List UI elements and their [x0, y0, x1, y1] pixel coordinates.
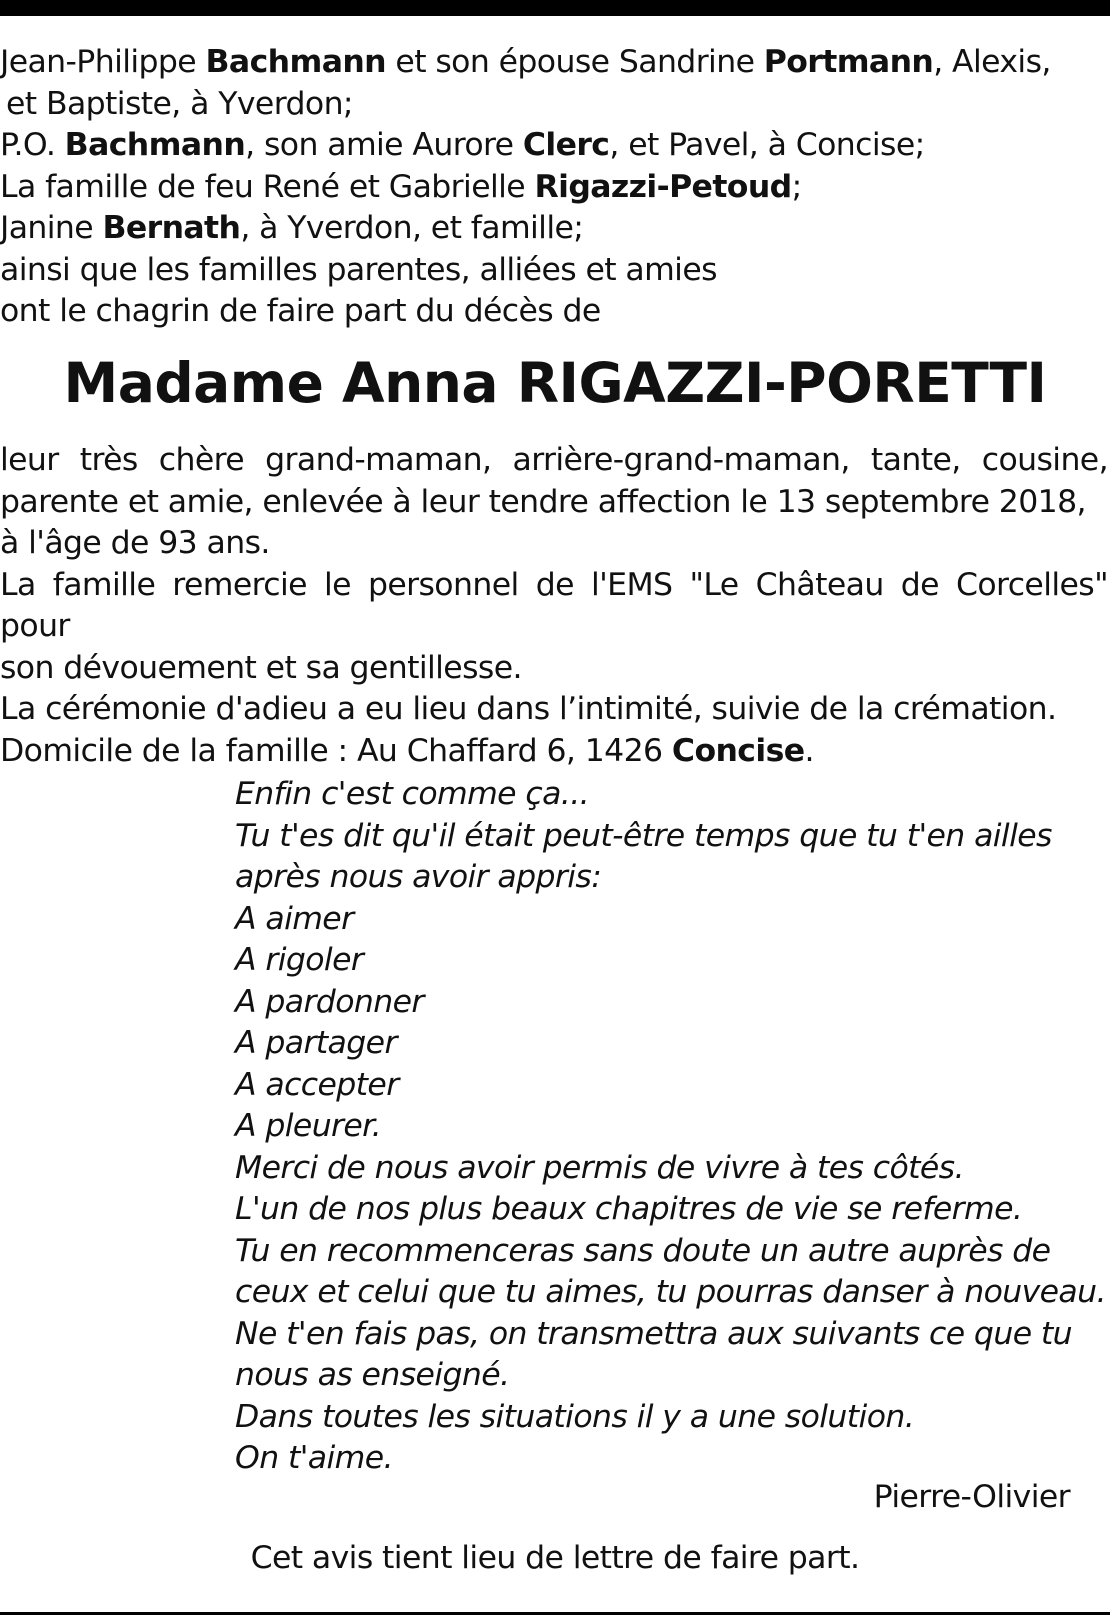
body-paragraph-1: leur très chère grand-maman, arrière-grand-maman, tante, cousine, parente et amie, enlevée à leur tendre affection le 13 septembre 2018,: [0, 442, 1108, 520]
poem-line: ceux et celui que tu aimes, tu pourras danser à nouveau.: [235, 1274, 1106, 1310]
family-line-4: [0, 167, 1100, 209]
surname: Bernath: [102, 210, 241, 246]
families-list: [0, 42, 1100, 333]
poem-signature: Pierre-Olivier: [873, 1479, 1070, 1515]
family-line-7: ont le chagrin de faire part du décès de: [0, 293, 601, 329]
text: Domicile de la famille : Au Chaffard 6, 1426: [0, 732, 672, 769]
closing-note: Cet avis tient lieu de lettre de faire part.: [250, 1540, 860, 1576]
poem-line: A pardonner: [235, 983, 424, 1020]
body-paragraph-3: La cérémonie d'adieu a eu lieu dans l’intimité, suivie de la crémation.: [0, 691, 1057, 727]
deceased-name-heading: Madame Anna RIGAZZI-PORETTI: [63, 351, 1047, 415]
poem-line: A rigoler: [235, 942, 364, 978]
poem-line: Dans toutes les situations il y a une solution.: [235, 1398, 915, 1435]
poem-line: Tu en recommenceras sans doute un autre auprès de: [235, 1232, 1051, 1269]
poem-line: Tu t'es dit qu'il était peut-être temps que tu t'en ailles: [235, 817, 1052, 854]
surname: Bachmann: [64, 127, 246, 163]
text: , à Yverdon, et famille;: [240, 210, 584, 246]
text: La famille de feu René et Gabrielle: [0, 168, 535, 205]
poem-line: A aimer: [235, 900, 354, 937]
text: , Alexis,: [933, 44, 1051, 80]
family-line-2: et Baptiste, à Yverdon;: [6, 85, 353, 122]
poem-line: Merci de nous avoir permis de vivre à tes côtés.: [235, 1149, 964, 1186]
poem: [235, 774, 1106, 1480]
text: , et Pavel, à Concise;: [609, 127, 925, 163]
text: .: [804, 732, 814, 769]
family-line-6: ainsi que les familles parentes, alliées et amies: [0, 251, 717, 288]
poem-line: nous as enseigné.: [235, 1357, 510, 1393]
poem-line: A partager: [235, 1025, 397, 1061]
body-paragraph-2-end: son dévouement et sa gentillesse.: [0, 649, 522, 686]
poem-line: A accepter: [235, 1066, 399, 1103]
family-line-3: [0, 125, 1100, 167]
poem-line: après nous avoir appris:: [235, 859, 602, 895]
poem-line: Ne t'en fais pas, on transmettra aux suivants ce que tu: [235, 1315, 1073, 1352]
bottom-border-rule: [0, 1612, 1110, 1615]
top-border-rule: [0, 0, 1110, 16]
family-line-1: [0, 42, 1100, 84]
text: Janine: [0, 210, 103, 246]
poem-line: A pleurer.: [235, 1108, 382, 1144]
text: et son épouse Sandrine: [386, 44, 764, 80]
surname: Rigazzi-Petoud: [534, 168, 792, 205]
body-paragraph-1-end: à l'âge de 93 ans.: [0, 525, 270, 561]
poem-line: L'un de nos plus beaux chapitres de vie se referme.: [235, 1191, 1023, 1227]
surname: Clerc: [522, 127, 610, 163]
surname: Portmann: [763, 44, 934, 80]
text: , son amie Aurore: [245, 127, 523, 163]
town-name: Concise: [671, 732, 805, 769]
poem-line: Enfin c'est comme ça...: [235, 776, 590, 812]
announcement-body: [0, 440, 1108, 772]
body-paragraph-2: La famille remercie le personnel de l'EMS "Le Château de Corcelles" pour: [0, 566, 1108, 644]
text: P.O.: [0, 127, 65, 163]
family-line-5: [0, 208, 1100, 250]
surname: Bachmann: [205, 44, 387, 80]
poem-line: On t'aime.: [235, 1440, 393, 1476]
text: Jean-Philippe: [0, 44, 206, 80]
text: ;: [791, 168, 802, 205]
body-paragraph-4: [0, 731, 1108, 773]
